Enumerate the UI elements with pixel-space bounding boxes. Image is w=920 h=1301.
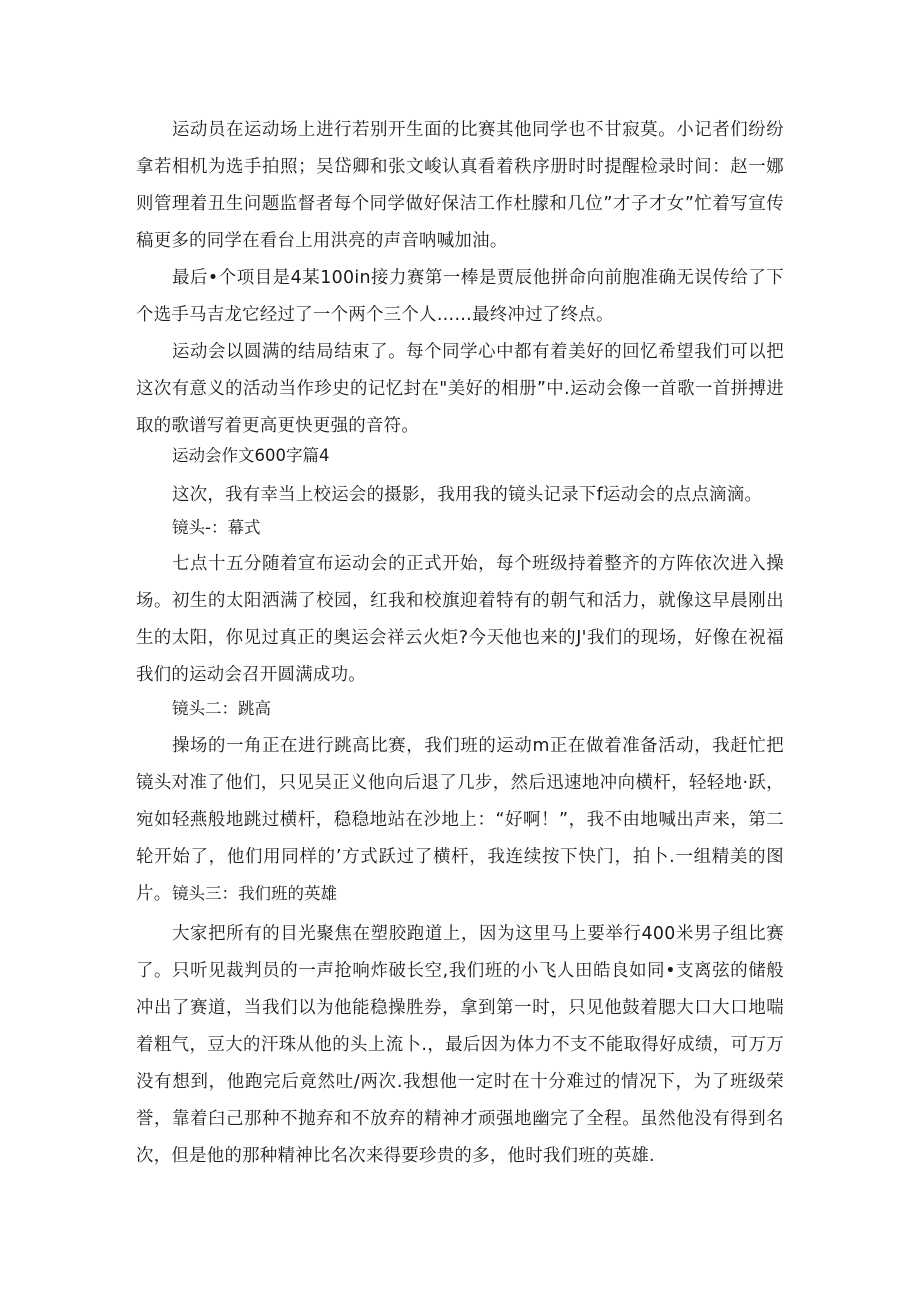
paragraph-athletes-competition: 运动员在运动场上进行若别开生面的比赛其他同学也不甘寂莫。小记者们纷纷拿若相机为选手拍照；吴岱卿和张文峻认真看着秩序册时时提醒检录时间：赵一娜则管理着丑生问题监督者每个同学做好保洁工作杜朦和几位”才子才女”忙着写宣传稿更多的同学在看台上用洪亮的声音呐喊加油。 xyxy=(136,120,784,251)
paragraph-opening-ceremony: 七点十五分随着宣布运动会的正式开始，每个班级持着整齐的方阵依次进入操场。初生的太阳洒满了校园，红我和校旗迎着特有的朝气和活力，就像这早晨刚出生的太阳，你见过真正的奥运会祥云火炬?今天他也来的J'我们的现场，好像在祝福我们的运动会召开圆满成功。 xyxy=(136,554,784,685)
paragraph-relay-race: 最后•个项目是4某100in接力赛第一棒是贾辰他拼命向前胞准确无误传给了下个选手马吉龙它经过了一个两个三个人……最终冲过了终点。 xyxy=(136,268,784,325)
paragraph-sports-meet-ending: 运动会以圆满的结局结束了。每个同学心中都有着美好的回忆希望我们可以把这次有意义的活动当作珍史的记忆封在"美好的相册”中.运动会像一首歌一首拼搏进取的歌谱写着更高更快更强的音符。 xyxy=(136,342,784,436)
section-heading-opening: 镜头-：幕式 xyxy=(172,518,261,537)
paragraph-photographer-intro: 这次，我有幸当上校运会的摄影，我用我的镜头记录下f运动会的点点滴滴。 xyxy=(172,485,763,505)
essay-title: 运动会作文600字篇4 xyxy=(172,446,330,465)
section-heading-class-hero: 镜头三：我们班的英雄 xyxy=(172,884,337,903)
paragraph-high-jump: 操场的一角正在进行跳高比赛，我们班的运动m正在做着准备活动，我赶忙把镜头对准了他们，只见吴正义他向后退了几步，然后迅速地冲向横杆，轻轻地·跃，宛如轻燕般地跳过横杆，稳稳地站在沙地上：“好啊！”，我不由地喊出声来，第二轮开始了，他们用同样的’方式跃过了横杆，我连续按下快门，拍卜.一组精美的图片。 xyxy=(136,736,784,904)
section-heading-high-jump: 镜头二：跳高 xyxy=(172,699,271,718)
paragraph-400m-race: 大家把所有的目光聚焦在塑胶跑道上，因为这里马上要举行400米男子组比赛了。只听见裁判员的一声抢响炸破长空,我们班的小飞人田皓良如同•支离弦的储般冲出了赛道，当我们以为他能稳操胜券，拿到第一时，只见他鼓着腮大口大口地喘着粗气，豆大的汗珠从他的头上流卜.，最后因为体力不支不能取得好成绩，可万万没有想到，他跑完后竟然吐/两次.我想他一定时在十分难过的情况下，为了班级荣誉，靠着臼己那种不抛弃和不放弃的精神才顽强地幽完了全程。虽然他没有得到名次，但是他的那种精神比名次来得要珍贵的多，他时我们班的英雄. xyxy=(136,924,784,1166)
